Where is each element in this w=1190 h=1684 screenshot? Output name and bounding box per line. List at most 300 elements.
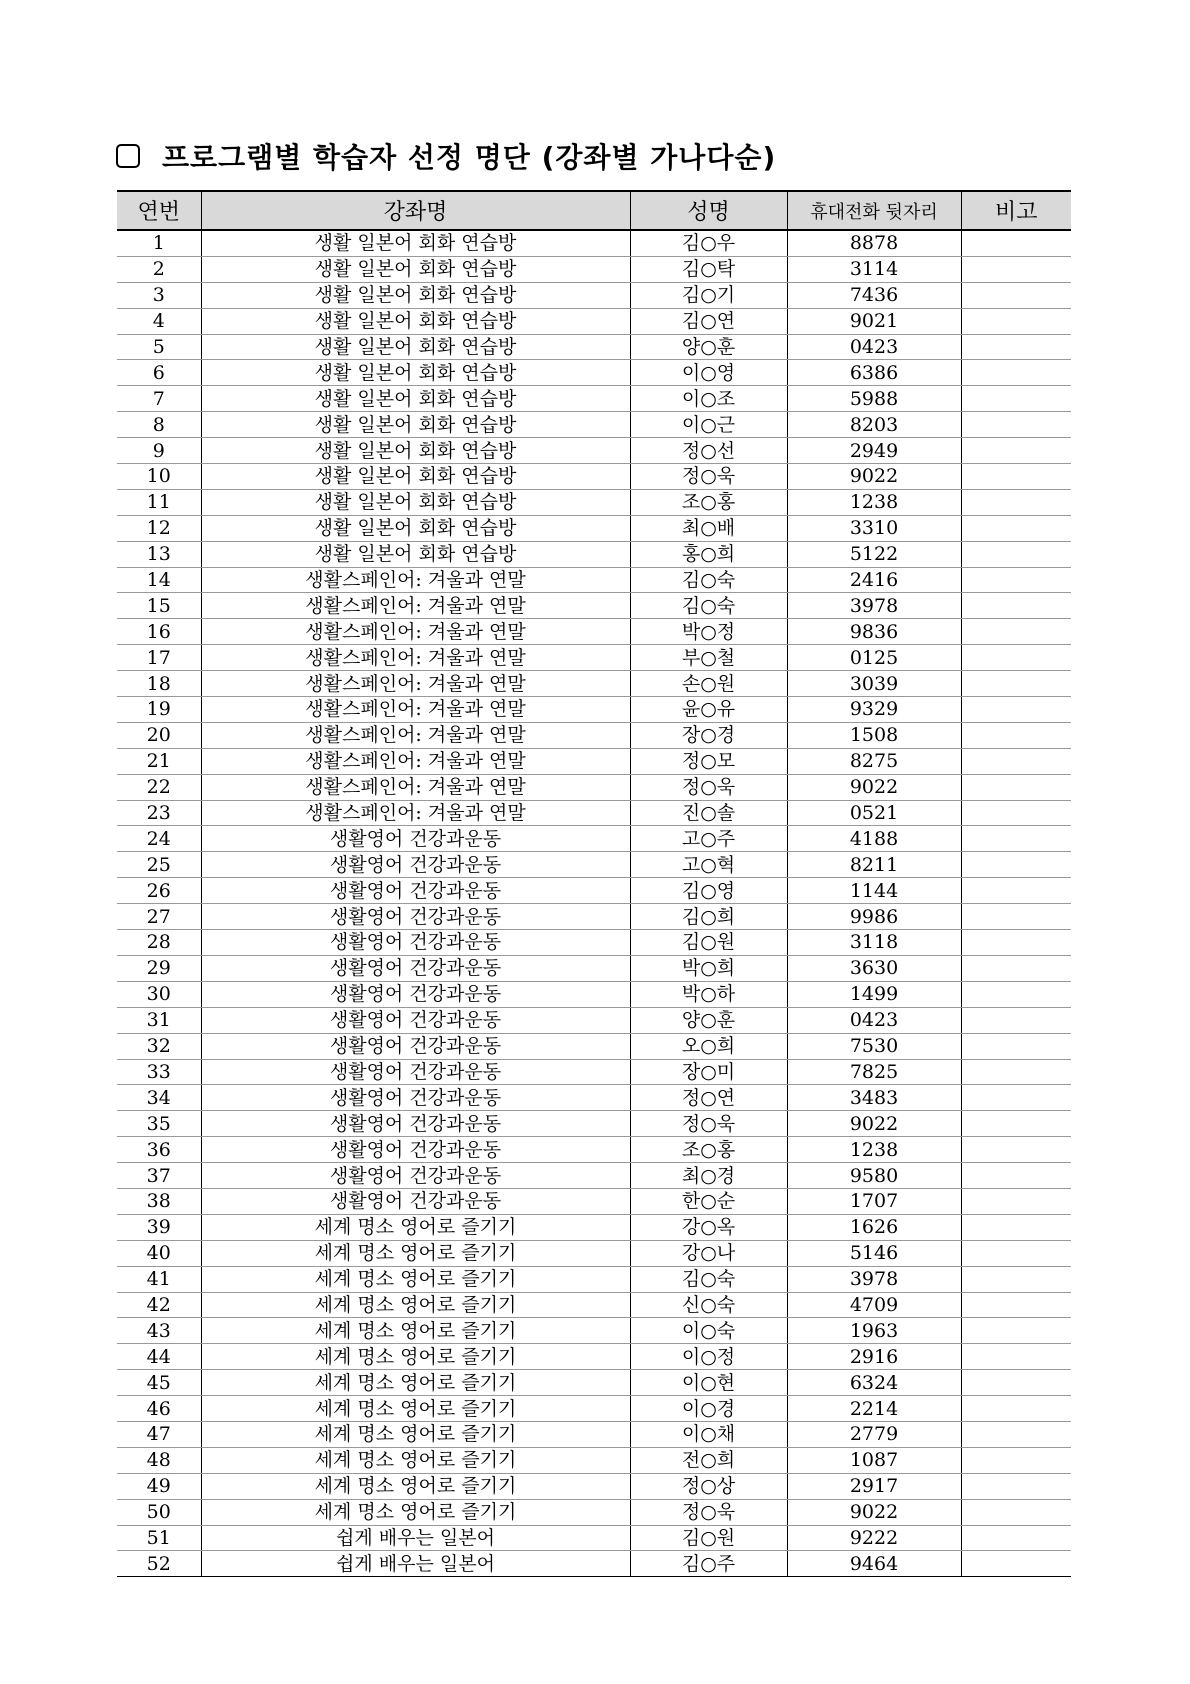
cell-phone: 3310 bbox=[787, 515, 961, 541]
table-row bbox=[117, 1266, 1071, 1292]
table-row bbox=[117, 360, 1071, 386]
cell-note bbox=[961, 489, 1071, 515]
cell-course: 생활영어 건강과운동 bbox=[201, 981, 630, 1007]
cell-no: 44 bbox=[117, 1344, 201, 1370]
table-row bbox=[117, 282, 1071, 308]
cell-note bbox=[961, 645, 1071, 671]
cell-phone: 1238 bbox=[787, 1137, 961, 1163]
cell-no: 9 bbox=[117, 438, 201, 464]
table-row bbox=[117, 489, 1071, 515]
cell-name: 이○조 bbox=[630, 386, 787, 412]
cell-note bbox=[961, 981, 1071, 1007]
cell-phone: 2779 bbox=[787, 1421, 961, 1447]
cell-note bbox=[961, 282, 1071, 308]
cell-phone: 0423 bbox=[787, 334, 961, 360]
cell-phone: 8203 bbox=[787, 412, 961, 438]
table-row bbox=[117, 1421, 1071, 1447]
table-row bbox=[117, 1085, 1071, 1111]
cell-name: 김○원 bbox=[630, 930, 787, 956]
cell-course: 생활스페인어: 겨울과 연말 bbox=[201, 671, 630, 697]
cell-name: 정○모 bbox=[630, 748, 787, 774]
table-header-row bbox=[117, 191, 1071, 230]
cell-no: 18 bbox=[117, 671, 201, 697]
table-row bbox=[117, 1111, 1071, 1137]
cell-note bbox=[961, 438, 1071, 464]
cell-note bbox=[961, 722, 1071, 748]
cell-name: 장○미 bbox=[630, 1059, 787, 1085]
cell-no: 38 bbox=[117, 1188, 201, 1214]
cell-no: 2 bbox=[117, 256, 201, 282]
cell-name: 김○영 bbox=[630, 878, 787, 904]
cell-name: 김○숙 bbox=[630, 593, 787, 619]
cell-no: 5 bbox=[117, 334, 201, 360]
cell-phone: 9022 bbox=[787, 774, 961, 800]
cell-course: 생활 일본어 회화 연습방 bbox=[201, 334, 630, 360]
cell-course: 세계 명소 영어로 즐기기 bbox=[201, 1499, 630, 1525]
table-row bbox=[117, 334, 1071, 360]
cell-no: 34 bbox=[117, 1085, 201, 1111]
cell-no: 36 bbox=[117, 1137, 201, 1163]
table-row bbox=[117, 256, 1071, 282]
cell-course: 생활 일본어 회화 연습방 bbox=[201, 438, 630, 464]
cell-course: 생활영어 건강과운동 bbox=[201, 1137, 630, 1163]
cell-name: 김○숙 bbox=[630, 1266, 787, 1292]
table-row bbox=[117, 878, 1071, 904]
cell-phone: 9986 bbox=[787, 904, 961, 930]
cell-name: 오○희 bbox=[630, 1033, 787, 1059]
cell-course: 세계 명소 영어로 즐기기 bbox=[201, 1396, 630, 1422]
table-row bbox=[117, 955, 1071, 981]
cell-no: 29 bbox=[117, 955, 201, 981]
cell-phone: 7530 bbox=[787, 1033, 961, 1059]
cell-no: 17 bbox=[117, 645, 201, 671]
cell-note bbox=[961, 1266, 1071, 1292]
cell-course: 생활 일본어 회화 연습방 bbox=[201, 489, 630, 515]
cell-course: 세계 명소 영어로 즐기기 bbox=[201, 1240, 630, 1266]
cell-no: 52 bbox=[117, 1551, 201, 1577]
cell-course: 생활영어 건강과운동 bbox=[201, 1085, 630, 1111]
cell-course: 생활스페인어: 겨울과 연말 bbox=[201, 722, 630, 748]
cell-phone: 4188 bbox=[787, 826, 961, 852]
cell-note bbox=[961, 930, 1071, 956]
cell-phone: 9022 bbox=[787, 1111, 961, 1137]
table-row bbox=[117, 1370, 1071, 1396]
cell-course: 생활영어 건강과운동 bbox=[201, 1007, 630, 1033]
cell-name: 정○연 bbox=[630, 1085, 787, 1111]
cell-course: 생활 일본어 회화 연습방 bbox=[201, 256, 630, 282]
cell-note bbox=[961, 412, 1071, 438]
cell-note bbox=[961, 1033, 1071, 1059]
page-title: 프로그램별 학습자 선정 명단 (강좌별 가나다순) bbox=[162, 141, 777, 174]
cell-course: 생활 일본어 회화 연습방 bbox=[201, 282, 630, 308]
cell-no: 32 bbox=[117, 1033, 201, 1059]
cell-name: 조○홍 bbox=[630, 489, 787, 515]
cell-course: 쉽게 배우는 일본어 bbox=[201, 1551, 630, 1577]
cell-name: 장○경 bbox=[630, 722, 787, 748]
cell-note bbox=[961, 360, 1071, 386]
cell-course: 생활영어 건강과운동 bbox=[201, 826, 630, 852]
cell-course: 생활영어 건강과운동 bbox=[201, 1188, 630, 1214]
cell-phone: 1626 bbox=[787, 1214, 961, 1240]
table-row bbox=[117, 593, 1071, 619]
table-row bbox=[117, 1344, 1071, 1370]
cell-name: 이○경 bbox=[630, 1396, 787, 1422]
cell-name: 박○정 bbox=[630, 619, 787, 645]
cell-phone: 5146 bbox=[787, 1240, 961, 1266]
cell-no: 35 bbox=[117, 1111, 201, 1137]
table-row bbox=[117, 619, 1071, 645]
cell-course: 세계 명소 영어로 즐기기 bbox=[201, 1421, 630, 1447]
cell-no: 16 bbox=[117, 619, 201, 645]
table-row bbox=[117, 1551, 1071, 1577]
cell-phone: 3118 bbox=[787, 930, 961, 956]
cell-phone: 7436 bbox=[787, 282, 961, 308]
cell-name: 이○현 bbox=[630, 1370, 787, 1396]
cell-course: 생활스페인어: 겨울과 연말 bbox=[201, 619, 630, 645]
header-name: 성명 bbox=[630, 191, 787, 230]
cell-name: 이○채 bbox=[630, 1421, 787, 1447]
cell-name: 김○원 bbox=[630, 1525, 787, 1551]
cell-phone: 9021 bbox=[787, 308, 961, 334]
cell-course: 생활 일본어 회화 연습방 bbox=[201, 464, 630, 490]
cell-note bbox=[961, 826, 1071, 852]
cell-course: 생활스페인어: 겨울과 연말 bbox=[201, 645, 630, 671]
header-note: 비고 bbox=[961, 191, 1071, 230]
cell-phone: 1707 bbox=[787, 1188, 961, 1214]
cell-name: 김○숙 bbox=[630, 567, 787, 593]
cell-course: 세계 명소 영어로 즐기기 bbox=[201, 1318, 630, 1344]
cell-no: 23 bbox=[117, 800, 201, 826]
cell-phone: 1144 bbox=[787, 878, 961, 904]
cell-phone: 2416 bbox=[787, 567, 961, 593]
cell-note bbox=[961, 567, 1071, 593]
cell-note bbox=[961, 334, 1071, 360]
table-row bbox=[117, 1396, 1071, 1422]
cell-no: 27 bbox=[117, 904, 201, 930]
cell-note bbox=[961, 1525, 1071, 1551]
table-row bbox=[117, 230, 1071, 256]
cell-no: 31 bbox=[117, 1007, 201, 1033]
cell-note bbox=[961, 593, 1071, 619]
table-row bbox=[117, 412, 1071, 438]
table-row bbox=[117, 826, 1071, 852]
cell-note bbox=[961, 904, 1071, 930]
cell-name: 윤○유 bbox=[630, 697, 787, 723]
cell-phone: 5122 bbox=[787, 541, 961, 567]
table-row bbox=[117, 774, 1071, 800]
cell-course: 생활 일본어 회화 연습방 bbox=[201, 412, 630, 438]
cell-note bbox=[961, 464, 1071, 490]
table-row bbox=[117, 930, 1071, 956]
cell-note bbox=[961, 852, 1071, 878]
cell-name: 이○영 bbox=[630, 360, 787, 386]
cell-course: 생활영어 건강과운동 bbox=[201, 1163, 630, 1189]
cell-name: 양○훈 bbox=[630, 334, 787, 360]
cell-phone: 2916 bbox=[787, 1344, 961, 1370]
table-row bbox=[117, 1447, 1071, 1473]
cell-name: 정○욱 bbox=[630, 774, 787, 800]
title-block bbox=[116, 136, 776, 176]
cell-course: 생활영어 건강과운동 bbox=[201, 852, 630, 878]
cell-phone: 1963 bbox=[787, 1318, 961, 1344]
cell-name: 김○우 bbox=[630, 230, 787, 256]
cell-phone: 9022 bbox=[787, 1499, 961, 1525]
cell-note bbox=[961, 1111, 1071, 1137]
cell-no: 12 bbox=[117, 515, 201, 541]
cell-name: 조○홍 bbox=[630, 1137, 787, 1163]
cell-no: 47 bbox=[117, 1421, 201, 1447]
cell-note bbox=[961, 774, 1071, 800]
cell-name: 김○탁 bbox=[630, 256, 787, 282]
cell-phone: 0521 bbox=[787, 800, 961, 826]
table-row bbox=[117, 1007, 1071, 1033]
table-row bbox=[117, 464, 1071, 490]
cell-phone: 2949 bbox=[787, 438, 961, 464]
cell-name: 손○원 bbox=[630, 671, 787, 697]
cell-no: 26 bbox=[117, 878, 201, 904]
cell-phone: 9464 bbox=[787, 1551, 961, 1577]
table-row bbox=[117, 697, 1071, 723]
cell-phone: 5988 bbox=[787, 386, 961, 412]
cell-note bbox=[961, 1085, 1071, 1111]
header-phone: 휴대전화 뒷자리 bbox=[787, 191, 961, 230]
cell-note bbox=[961, 1447, 1071, 1473]
cell-note bbox=[961, 878, 1071, 904]
cell-name: 전○희 bbox=[630, 1447, 787, 1473]
cell-no: 4 bbox=[117, 308, 201, 334]
cell-no: 7 bbox=[117, 386, 201, 412]
cell-course: 생활 일본어 회화 연습방 bbox=[201, 230, 630, 256]
cell-no: 50 bbox=[117, 1499, 201, 1525]
cell-no: 11 bbox=[117, 489, 201, 515]
cell-course: 생활 일본어 회화 연습방 bbox=[201, 541, 630, 567]
cell-no: 3 bbox=[117, 282, 201, 308]
table-row bbox=[117, 1033, 1071, 1059]
table-row bbox=[117, 386, 1071, 412]
cell-phone: 0423 bbox=[787, 1007, 961, 1033]
cell-no: 48 bbox=[117, 1447, 201, 1473]
table-row bbox=[117, 567, 1071, 593]
cell-course: 생활영어 건강과운동 bbox=[201, 1111, 630, 1137]
cell-note bbox=[961, 1007, 1071, 1033]
cell-course: 세계 명소 영어로 즐기기 bbox=[201, 1266, 630, 1292]
cell-no: 43 bbox=[117, 1318, 201, 1344]
cell-note bbox=[961, 800, 1071, 826]
cell-phone: 1238 bbox=[787, 489, 961, 515]
cell-no: 25 bbox=[117, 852, 201, 878]
cell-course: 생활영어 건강과운동 bbox=[201, 878, 630, 904]
cell-phone: 9836 bbox=[787, 619, 961, 645]
cell-note bbox=[961, 1344, 1071, 1370]
cell-note bbox=[961, 1292, 1071, 1318]
table-row bbox=[117, 1292, 1071, 1318]
table-row bbox=[117, 722, 1071, 748]
table-row bbox=[117, 1318, 1071, 1344]
cell-no: 15 bbox=[117, 593, 201, 619]
cell-phone: 0125 bbox=[787, 645, 961, 671]
cell-phone: 1508 bbox=[787, 722, 961, 748]
table-row bbox=[117, 1163, 1071, 1189]
cell-name: 정○상 bbox=[630, 1473, 787, 1499]
table-row bbox=[117, 671, 1071, 697]
cell-phone: 4709 bbox=[787, 1292, 961, 1318]
cell-course: 생활 일본어 회화 연습방 bbox=[201, 308, 630, 334]
cell-no: 46 bbox=[117, 1396, 201, 1422]
cell-no: 37 bbox=[117, 1163, 201, 1189]
cell-course: 세계 명소 영어로 즐기기 bbox=[201, 1344, 630, 1370]
learner-table bbox=[117, 190, 1071, 1577]
cell-name: 고○혁 bbox=[630, 852, 787, 878]
cell-course: 생활 일본어 회화 연습방 bbox=[201, 360, 630, 386]
cell-phone: 8878 bbox=[787, 230, 961, 256]
cell-name: 이○근 bbox=[630, 412, 787, 438]
cell-name: 김○희 bbox=[630, 904, 787, 930]
cell-name: 진○솔 bbox=[630, 800, 787, 826]
cell-no: 13 bbox=[117, 541, 201, 567]
cell-no: 40 bbox=[117, 1240, 201, 1266]
cell-phone: 9580 bbox=[787, 1163, 961, 1189]
cell-name: 김○연 bbox=[630, 308, 787, 334]
header-no: 연번 bbox=[117, 191, 201, 230]
cell-no: 41 bbox=[117, 1266, 201, 1292]
table-row bbox=[117, 1188, 1071, 1214]
cell-course: 생활영어 건강과운동 bbox=[201, 904, 630, 930]
cell-no: 10 bbox=[117, 464, 201, 490]
cell-name: 이○숙 bbox=[630, 1318, 787, 1344]
cell-course: 쉽게 배우는 일본어 bbox=[201, 1525, 630, 1551]
cell-phone: 3039 bbox=[787, 671, 961, 697]
cell-course: 생활스페인어: 겨울과 연말 bbox=[201, 800, 630, 826]
cell-note bbox=[961, 230, 1071, 256]
cell-phone: 7825 bbox=[787, 1059, 961, 1085]
cell-name: 김○주 bbox=[630, 1551, 787, 1577]
cell-course: 세계 명소 영어로 즐기기 bbox=[201, 1214, 630, 1240]
cell-note bbox=[961, 1188, 1071, 1214]
cell-phone: 6386 bbox=[787, 360, 961, 386]
cell-name: 신○숙 bbox=[630, 1292, 787, 1318]
cell-note bbox=[961, 515, 1071, 541]
cell-phone: 3114 bbox=[787, 256, 961, 282]
cell-name: 이○정 bbox=[630, 1344, 787, 1370]
cell-no: 19 bbox=[117, 697, 201, 723]
table-row bbox=[117, 852, 1071, 878]
cell-no: 1 bbox=[117, 230, 201, 256]
cell-no: 6 bbox=[117, 360, 201, 386]
cell-name: 부○철 bbox=[630, 645, 787, 671]
cell-no: 20 bbox=[117, 722, 201, 748]
cell-phone: 6324 bbox=[787, 1370, 961, 1396]
cell-no: 42 bbox=[117, 1292, 201, 1318]
cell-course: 생활 일본어 회화 연습방 bbox=[201, 515, 630, 541]
cell-course: 생활스페인어: 겨울과 연말 bbox=[201, 567, 630, 593]
cell-name: 박○하 bbox=[630, 981, 787, 1007]
cell-note bbox=[961, 1396, 1071, 1422]
cell-name: 최○경 bbox=[630, 1163, 787, 1189]
cell-no: 33 bbox=[117, 1059, 201, 1085]
cell-no: 22 bbox=[117, 774, 201, 800]
cell-name: 양○훈 bbox=[630, 1007, 787, 1033]
table-row bbox=[117, 515, 1071, 541]
cell-phone: 9022 bbox=[787, 464, 961, 490]
cell-note bbox=[961, 1318, 1071, 1344]
cell-no: 28 bbox=[117, 930, 201, 956]
cell-name: 김○기 bbox=[630, 282, 787, 308]
table-row bbox=[117, 748, 1071, 774]
cell-note bbox=[961, 1240, 1071, 1266]
header-course: 강좌명 bbox=[201, 191, 630, 230]
cell-name: 한○순 bbox=[630, 1188, 787, 1214]
cell-no: 24 bbox=[117, 826, 201, 852]
cell-name: 정○욱 bbox=[630, 1499, 787, 1525]
table-row bbox=[117, 308, 1071, 334]
cell-course: 생활스페인어: 겨울과 연말 bbox=[201, 697, 630, 723]
cell-course: 생활 일본어 회화 연습방 bbox=[201, 386, 630, 412]
cell-phone: 3978 bbox=[787, 593, 961, 619]
cell-note bbox=[961, 1137, 1071, 1163]
cell-no: 49 bbox=[117, 1473, 201, 1499]
table-row bbox=[117, 1214, 1071, 1240]
table-body bbox=[117, 230, 1071, 1577]
cell-note bbox=[961, 697, 1071, 723]
table-row bbox=[117, 904, 1071, 930]
cell-course: 세계 명소 영어로 즐기기 bbox=[201, 1370, 630, 1396]
table-row bbox=[117, 1240, 1071, 1266]
cell-phone: 9329 bbox=[787, 697, 961, 723]
cell-name: 강○나 bbox=[630, 1240, 787, 1266]
cell-course: 생활영어 건강과운동 bbox=[201, 1033, 630, 1059]
cell-no: 51 bbox=[117, 1525, 201, 1551]
cell-no: 45 bbox=[117, 1370, 201, 1396]
cell-no: 21 bbox=[117, 748, 201, 774]
cell-course: 세계 명소 영어로 즐기기 bbox=[201, 1292, 630, 1318]
table-row bbox=[117, 645, 1071, 671]
cell-note bbox=[961, 308, 1071, 334]
cell-name: 최○배 bbox=[630, 515, 787, 541]
cell-name: 고○주 bbox=[630, 826, 787, 852]
cell-note bbox=[961, 1214, 1071, 1240]
cell-phone: 8211 bbox=[787, 852, 961, 878]
cell-course: 생활영어 건강과운동 bbox=[201, 955, 630, 981]
cell-name: 정○욱 bbox=[630, 464, 787, 490]
cell-course: 생활스페인어: 겨울과 연말 bbox=[201, 774, 630, 800]
cell-name: 홍○희 bbox=[630, 541, 787, 567]
cell-course: 생활스페인어: 겨울과 연말 bbox=[201, 593, 630, 619]
cell-course: 생활영어 건강과운동 bbox=[201, 930, 630, 956]
table-row bbox=[117, 438, 1071, 464]
cell-name: 박○희 bbox=[630, 955, 787, 981]
cell-note bbox=[961, 541, 1071, 567]
cell-note bbox=[961, 619, 1071, 645]
cell-course: 생활영어 건강과운동 bbox=[201, 1059, 630, 1085]
cell-phone: 3978 bbox=[787, 1266, 961, 1292]
table-row bbox=[117, 1137, 1071, 1163]
cell-phone: 2917 bbox=[787, 1473, 961, 1499]
cell-phone: 3630 bbox=[787, 955, 961, 981]
table-row bbox=[117, 1499, 1071, 1525]
cell-course: 세계 명소 영어로 즐기기 bbox=[201, 1447, 630, 1473]
cell-no: 8 bbox=[117, 412, 201, 438]
cell-note bbox=[961, 1551, 1071, 1577]
table-row bbox=[117, 1059, 1071, 1085]
table-row bbox=[117, 541, 1071, 567]
cell-phone: 8275 bbox=[787, 748, 961, 774]
cell-phone: 2214 bbox=[787, 1396, 961, 1422]
cell-note bbox=[961, 748, 1071, 774]
cell-course: 세계 명소 영어로 즐기기 bbox=[201, 1473, 630, 1499]
cell-no: 39 bbox=[117, 1214, 201, 1240]
table-row bbox=[117, 1525, 1071, 1551]
cell-note bbox=[961, 671, 1071, 697]
